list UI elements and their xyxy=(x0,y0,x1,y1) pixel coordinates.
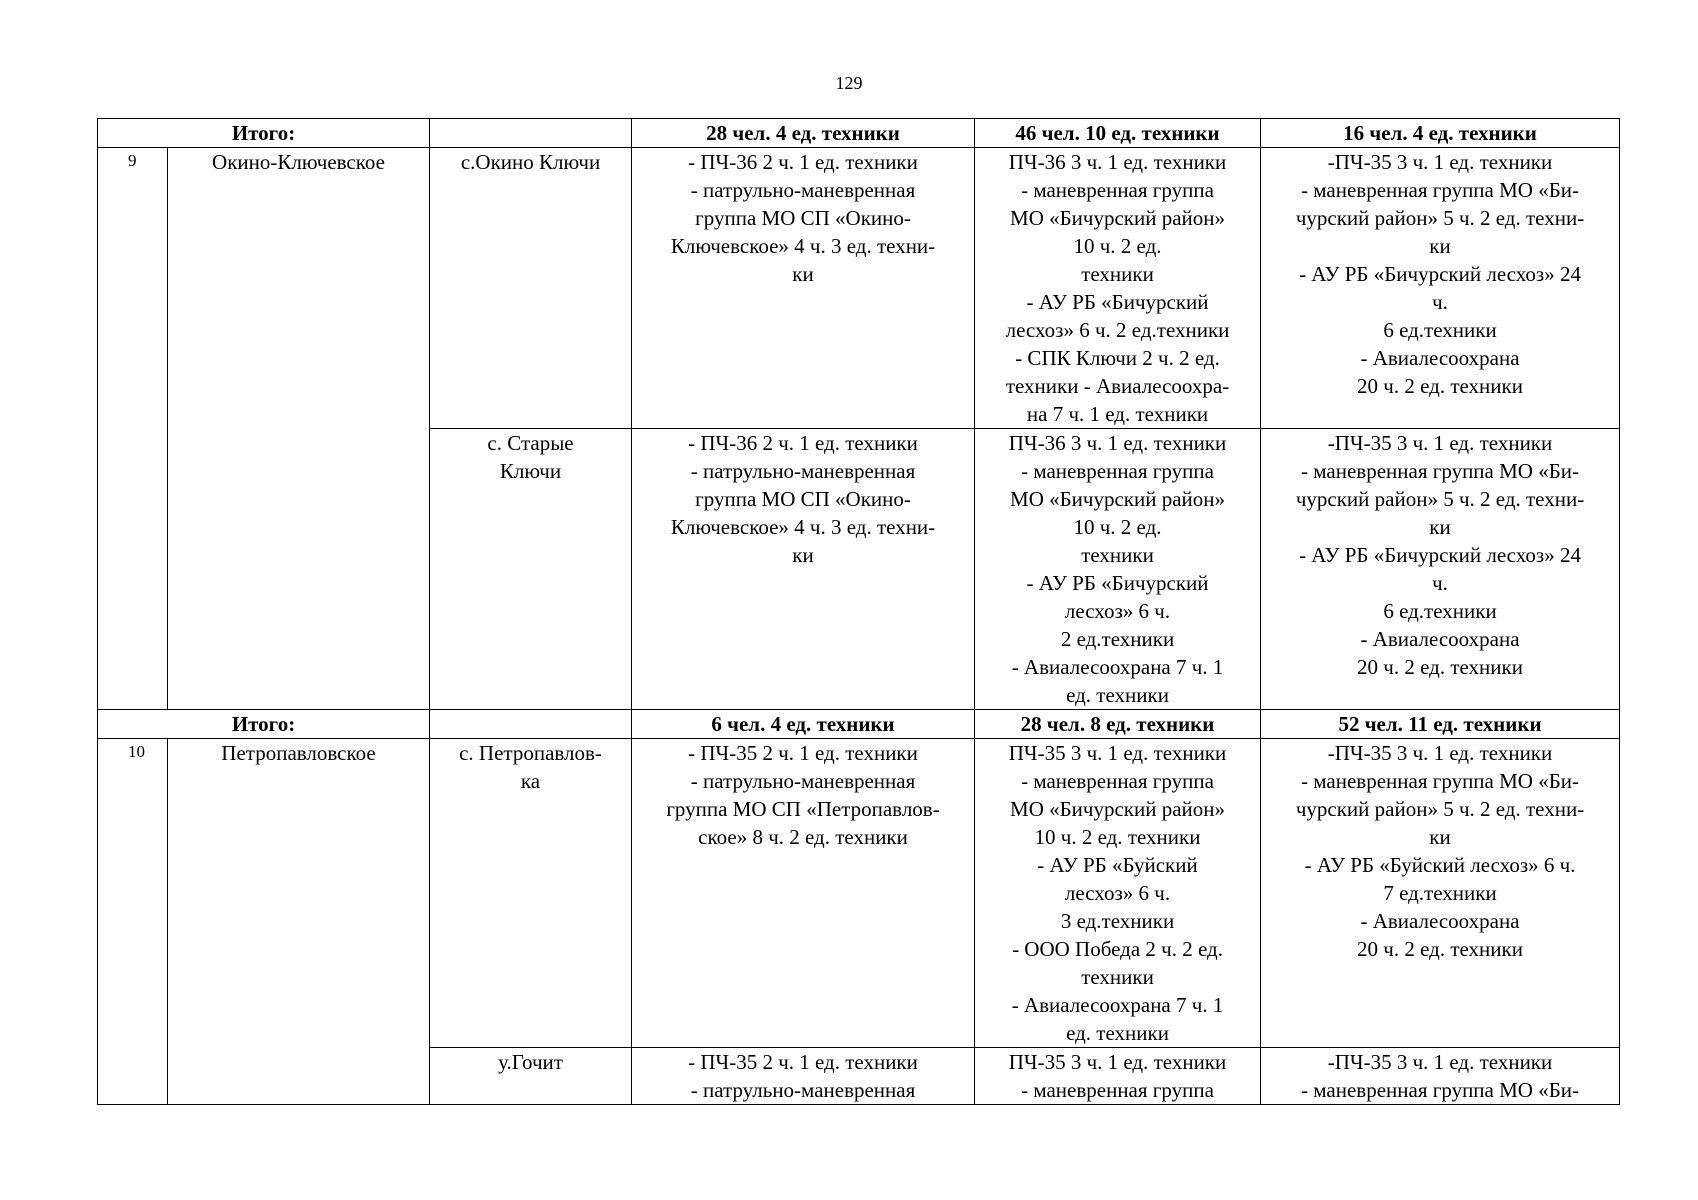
cell-line: - ПЧ-36 2 ч. 1 ед. техники xyxy=(688,431,918,455)
cell-line: ед. техники xyxy=(1066,1021,1169,1045)
cell-line: - СПК Ключи 2 ч. 2 ед. xyxy=(1015,346,1220,370)
cell-line: на 7 ч. 1 ед. техники xyxy=(1026,402,1209,426)
row-number: 9 xyxy=(98,148,168,710)
forces-level-3 xyxy=(1261,148,1620,429)
forces-level-1 xyxy=(632,739,975,1048)
cell-line: у.Гочит xyxy=(498,1050,563,1074)
cell-line: - маневренная группа МО «Би- xyxy=(1301,178,1579,202)
cell-line: лесхоз» 6 ч. xyxy=(1064,881,1171,905)
cell-line: МО «Бичурский район» xyxy=(1010,797,1226,821)
cell-line: 10 ч. 2 ед. xyxy=(1073,234,1162,258)
cell-line: группа МО СП «Петропавлов- xyxy=(666,797,940,821)
cell-line: - АУ РБ «Бичурский xyxy=(1026,290,1209,314)
cell-line: ки xyxy=(792,262,814,286)
forces-level-1 xyxy=(632,148,975,429)
cell-line: Ключевское» 4 ч. 3 ед. техни- xyxy=(670,515,936,539)
cell-line: -ПЧ-35 3 ч. 1 ед. техники xyxy=(1327,741,1553,765)
cell-line: ПЧ-35 3 ч. 1 ед. техники xyxy=(1008,741,1227,765)
forces-level-2 xyxy=(975,148,1261,429)
cell-line: 10 ч. 2 ед. xyxy=(1073,515,1162,539)
cell-line: ч. xyxy=(1432,290,1448,314)
total-label: Итого: xyxy=(98,710,430,739)
cell-line: - маневренная группа xyxy=(1021,459,1214,483)
forces-level-1 xyxy=(632,429,975,710)
cell-line: группа МО СП «Окино- xyxy=(695,487,911,511)
cell-line: ское» 8 ч. 2 ед. техники xyxy=(698,825,908,849)
cell-line: 10 ч. 2 ед. техники xyxy=(1034,825,1201,849)
cell-line: - АУ РБ «Буйский лесхоз» 6 ч. xyxy=(1304,853,1576,877)
cell-line: Ключевское» 4 ч. 3 ед. техни- xyxy=(670,234,936,258)
cell-line: техники xyxy=(1081,965,1154,989)
cell-line: - Авиалесоохрана xyxy=(1360,627,1520,651)
cell-line: ки xyxy=(792,543,814,567)
cell-line: - АУ РБ «Буйский xyxy=(1037,853,1198,877)
cell-line: - Авиалесоохрана 7 ч. 1 xyxy=(1011,993,1224,1017)
total-empty-cell xyxy=(430,710,632,739)
municipality-name: Петропавловское xyxy=(168,739,430,1105)
cell-line: Ключи xyxy=(499,459,562,483)
cell-line: 2 ед.техники xyxy=(1060,627,1175,651)
cell-line: - АУ РБ «Бичурский лесхоз» 24 xyxy=(1299,262,1581,286)
total-level-1: 28 чел. 4 ед. техники xyxy=(632,119,975,148)
cell-line: лесхоз» 6 ч. 2 ед.техники xyxy=(1005,318,1230,342)
forces-level-2 xyxy=(975,1048,1261,1105)
cell-line: чурский район» 5 ч. 2 ед. техни- xyxy=(1295,797,1585,821)
row-number: 10 xyxy=(98,739,168,1105)
cell-line: ки xyxy=(1429,825,1451,849)
cell-line: с.Окино Ключи xyxy=(460,150,601,174)
forces-distribution-table xyxy=(97,118,1620,1105)
cell-line: 6 ед.техники xyxy=(1383,599,1497,623)
cell-line: 6 ед.техники xyxy=(1383,318,1497,342)
cell-line: - маневренная группа МО «Би- xyxy=(1301,459,1579,483)
cell-line: - ПЧ-35 2 ч. 1 ед. техники xyxy=(688,741,918,765)
table-row xyxy=(98,739,1620,1048)
cell-line: - ООО Победа 2 ч. 2 ед. xyxy=(1012,937,1223,961)
total-empty-cell xyxy=(430,119,632,148)
cell-line: - маневренная группа xyxy=(1021,1078,1214,1102)
cell-line: - патрульно-маневренная xyxy=(690,459,916,483)
settlement-name xyxy=(430,429,632,710)
cell-line: - Авиалесоохрана 7 ч. 1 xyxy=(1011,655,1224,679)
cell-line: - маневренная группа xyxy=(1021,178,1214,202)
total-level-3: 16 чел. 4 ед. техники xyxy=(1261,119,1620,148)
settlement-name xyxy=(430,739,632,1048)
total-level-2: 46 чел. 10 ед. техники xyxy=(975,119,1261,148)
forces-level-2 xyxy=(975,429,1261,710)
cell-line: - АУ РБ «Бичурский лесхоз» 24 xyxy=(1299,543,1581,567)
cell-line: -ПЧ-35 3 ч. 1 ед. техники xyxy=(1327,431,1553,455)
total-level-2: 28 чел. 8 ед. техники xyxy=(975,710,1261,739)
cell-line: с. Старые xyxy=(487,431,574,455)
cell-line: ед. техники xyxy=(1066,683,1169,707)
cell-line: группа МО СП «Окино- xyxy=(695,206,911,230)
page-number: 129 xyxy=(835,73,863,93)
cell-line: ПЧ-35 3 ч. 1 ед. техники xyxy=(1008,1050,1227,1074)
cell-line: - патрульно-маневренная xyxy=(690,178,916,202)
cell-line: МО «Бичурский район» xyxy=(1010,206,1226,230)
cell-line: с. Петропавлов- xyxy=(459,741,602,765)
cell-line: ПЧ-36 3 ч. 1 ед. техники xyxy=(1008,150,1227,174)
cell-line: -ПЧ-35 3 ч. 1 ед. техники xyxy=(1327,150,1553,174)
cell-line: - Авиалесоохрана xyxy=(1360,346,1520,370)
cell-line: ПЧ-36 3 ч. 1 ед. техники xyxy=(1008,431,1227,455)
cell-line: чурский район» 5 ч. 2 ед. техни- xyxy=(1295,487,1585,511)
total-row xyxy=(98,710,1620,739)
table-row xyxy=(98,148,1620,429)
total-level-3: 52 чел. 11 ед. техники xyxy=(1261,710,1620,739)
forces-level-1 xyxy=(632,1048,975,1105)
cell-line: чурский район» 5 ч. 2 ед. техни- xyxy=(1295,206,1585,230)
settlement-name xyxy=(430,1048,632,1105)
cell-line: 20 ч. 2 ед. техники xyxy=(1357,937,1523,961)
cell-line: ка xyxy=(520,769,541,793)
total-level-1: 6 чел. 4 ед. техники xyxy=(632,710,975,739)
cell-line: - маневренная группа МО «Би- xyxy=(1301,1078,1579,1102)
cell-line: ки xyxy=(1429,234,1451,258)
cell-line: 20 ч. 2 ед. техники xyxy=(1357,374,1523,398)
cell-line: техники - Авиалесоохра- xyxy=(1005,374,1230,398)
total-label: Итого: xyxy=(98,119,430,148)
cell-line: -ПЧ-35 3 ч. 1 ед. техники xyxy=(1327,1050,1553,1074)
forces-level-2 xyxy=(975,739,1261,1048)
forces-level-3 xyxy=(1261,429,1620,710)
cell-line: - патрульно-маневренная xyxy=(690,1078,916,1102)
cell-line: 3 ед.техники xyxy=(1060,909,1175,933)
cell-line: техники xyxy=(1081,543,1154,567)
cell-line: техники xyxy=(1081,262,1154,286)
cell-line: - маневренная группа xyxy=(1021,769,1214,793)
cell-line: ч. xyxy=(1432,571,1448,595)
settlement-name xyxy=(430,148,632,429)
cell-line: - ПЧ-35 2 ч. 1 ед. техники xyxy=(688,1050,918,1074)
forces-level-3 xyxy=(1261,1048,1620,1105)
total-row xyxy=(98,119,1620,148)
cell-line: 7 ед.техники xyxy=(1383,881,1497,905)
cell-line: - Авиалесоохрана xyxy=(1360,909,1520,933)
cell-line: ки xyxy=(1429,515,1451,539)
cell-line: 20 ч. 2 ед. техники xyxy=(1357,655,1523,679)
forces-level-3 xyxy=(1261,739,1620,1048)
cell-line: МО «Бичурский район» xyxy=(1010,487,1226,511)
municipality-name: Окино-Ключевское xyxy=(168,148,430,710)
cell-line: - маневренная группа МО «Би- xyxy=(1301,769,1579,793)
cell-line: лесхоз» 6 ч. xyxy=(1064,599,1171,623)
cell-line: - ПЧ-36 2 ч. 1 ед. техники xyxy=(688,150,918,174)
cell-line: - АУ РБ «Бичурский xyxy=(1026,571,1209,595)
cell-line: - патрульно-маневренная xyxy=(690,769,916,793)
